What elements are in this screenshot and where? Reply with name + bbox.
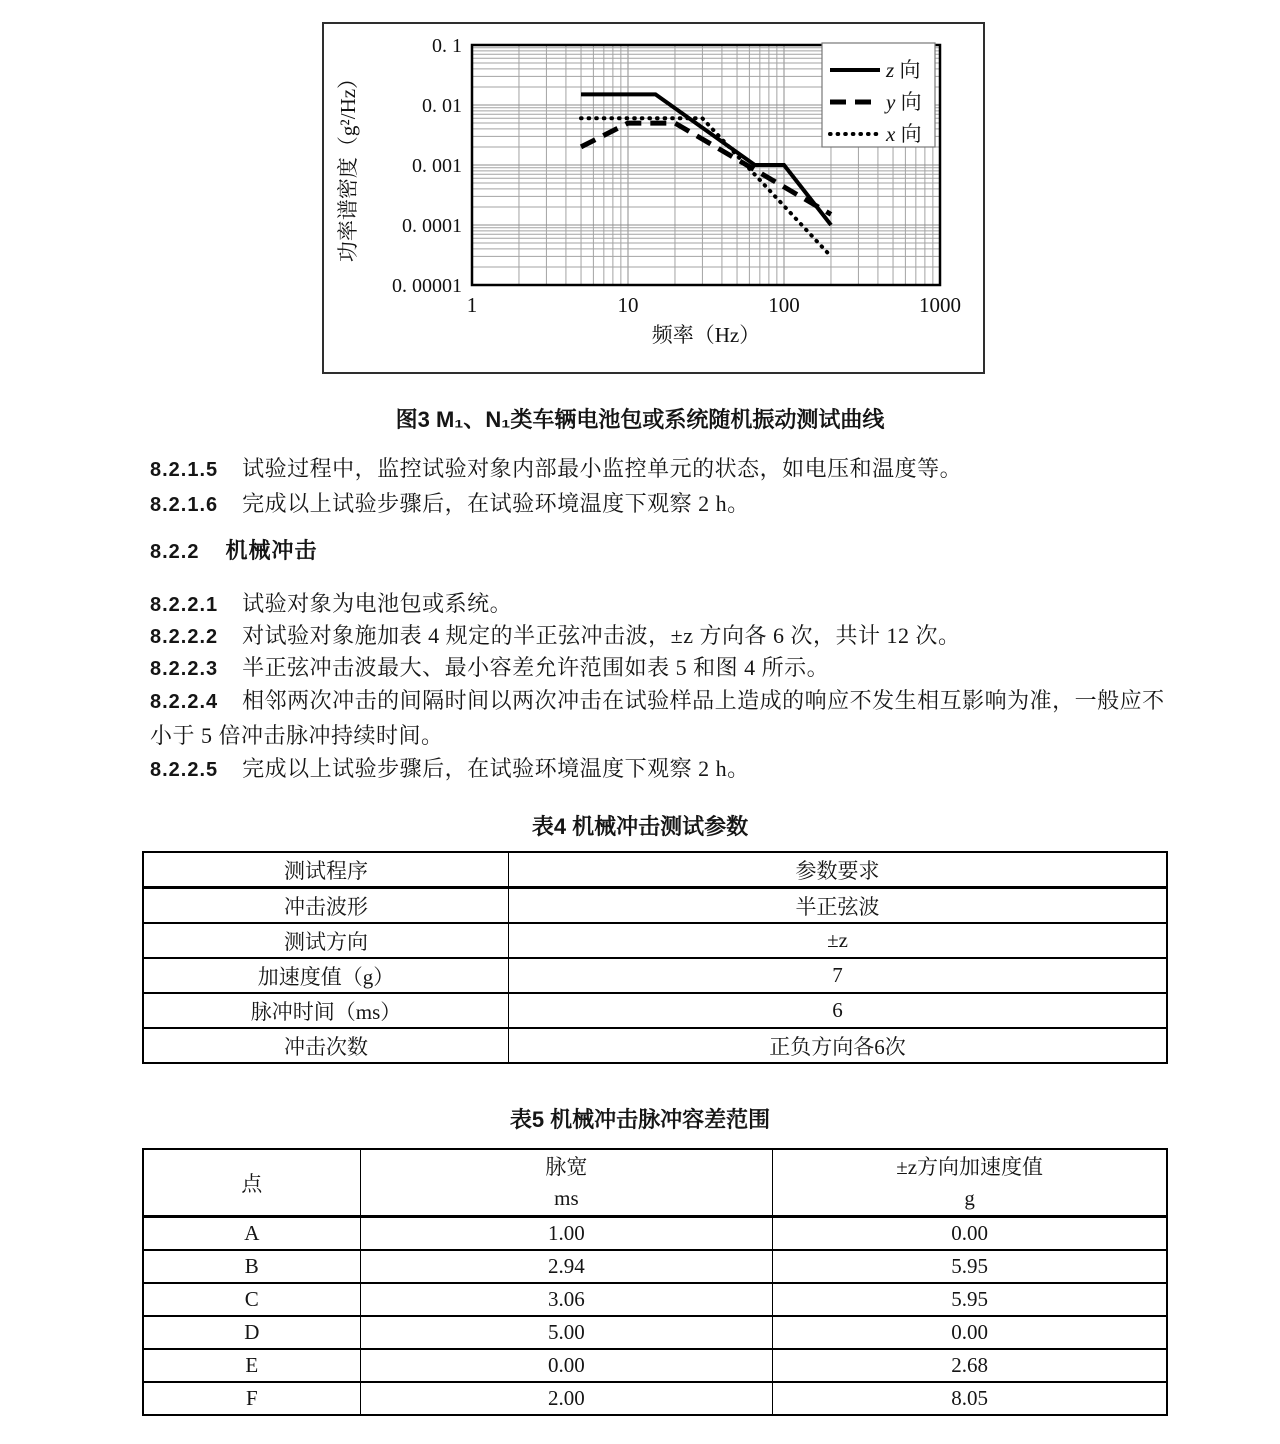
table-5-title: 表5 机械冲击脉冲容差范围 (509, 1107, 771, 1132)
table4-header-procedure: 测试程序 (143, 852, 509, 888)
table-row (143, 1349, 1167, 1382)
table-cell: 5.95 (773, 1283, 1167, 1316)
table-cell: 8.05 (773, 1382, 1167, 1415)
clause-text: 试验过程中，监控试验对象内部最小监控单元的状态，如电压和温度等。 (242, 456, 963, 481)
table-cell: C (143, 1283, 360, 1316)
clause-text: 试验对象为电池包或系统。 (242, 591, 513, 616)
table-cell: 0.00 (773, 1316, 1167, 1349)
table-cell: F (143, 1382, 360, 1415)
clause-text: 对试验对象施加表 4 规定的半正弦冲击波，±z 方向各 6 次，共计 12 次。 (242, 623, 961, 648)
figure-3-caption: 图3 M₁、N₁类车辆电池包或系统随机振动测试曲线 (395, 407, 885, 432)
svg-text:0. 0001: 0. 0001 (402, 215, 462, 237)
table-row (143, 852, 1167, 888)
clause-text: 半正弦冲击波最大、最小容差允许范围如表 5 和图 4 所示。 (242, 655, 830, 680)
clause-8-2-1-5 (150, 452, 1165, 487)
table-cell: 2.00 (360, 1382, 773, 1415)
table-cell: 加速度值（g） (143, 958, 509, 993)
table-row (143, 1316, 1167, 1349)
clause-text: 相邻两次冲击的间隔时间以两次冲击在试验样品上造成的响应不发生相互影响为准，一般应不小于 5 倍冲击脉冲持续时间。 (150, 688, 1165, 748)
clause-8-2-2-4 (150, 684, 1165, 752)
table-row (143, 993, 1167, 1028)
table5-header-point (143, 1149, 360, 1217)
clause-number: 8.2.2.3 (150, 658, 219, 680)
table-cell: D (143, 1316, 360, 1349)
table-cell: 2.68 (773, 1349, 1167, 1382)
svg-text:z 向: z 向 (886, 58, 921, 82)
table-cell: 半正弦波 (509, 888, 1167, 924)
table-row (143, 1217, 1167, 1251)
clause-number: 8.2.2.5 (150, 759, 219, 781)
svg-text:y 向: y 向 (886, 90, 922, 114)
table5-header-acceleration (773, 1149, 1167, 1217)
table-5 (142, 1148, 1168, 1416)
table-cell: B (143, 1250, 360, 1283)
svg-text:10: 10 (617, 293, 639, 317)
svg-text:0. 00001: 0. 00001 (392, 275, 462, 297)
table-cell: A (143, 1217, 360, 1251)
table-cell: 脉冲时间（ms） (143, 993, 509, 1028)
table-row (143, 1149, 1167, 1217)
heading-text: 机械冲击 (225, 538, 318, 563)
table4-header-requirement: 参数要求 (509, 852, 1167, 888)
svg-text:100: 100 (768, 293, 800, 317)
header-unit: ms (554, 1185, 579, 1210)
table-row (143, 888, 1167, 924)
table-cell: 5.95 (773, 1250, 1167, 1283)
clause-text: 完成以上试验步骤后，在试验环境温度下观察 2 h。 (242, 756, 750, 781)
svg-text:x 向: x 向 (886, 122, 922, 146)
table-cell: 3.06 (360, 1283, 773, 1316)
svg-text:1: 1 (466, 293, 478, 317)
figure-3 (322, 22, 985, 374)
clause-number: 8.2.1.5 (150, 459, 219, 481)
header-label: ±z方向加速度值 (896, 1154, 1044, 1179)
svg-text:1000: 1000 (919, 293, 961, 317)
table-row (143, 1382, 1167, 1415)
svg-text:频率（Hz）: 频率（Hz） (651, 323, 761, 347)
svg-text:0. 001: 0. 001 (412, 155, 462, 177)
clause-text: 完成以上试验步骤后，在试验环境温度下观察 2 h。 (242, 491, 750, 516)
table-cell: 2.94 (360, 1250, 773, 1283)
clause-8-2-2-3 (150, 651, 1165, 686)
clause-number: 8.2.1.6 (150, 494, 219, 516)
table-cell: 冲击波形 (143, 888, 509, 924)
table-cell: 1.00 (360, 1217, 773, 1251)
table-row (143, 958, 1167, 993)
clause-number: 8.2.2.2 (150, 626, 219, 648)
table-cell: 测试方向 (143, 923, 509, 958)
heading-number: 8.2.2 (150, 541, 200, 563)
svg-text:0. 1: 0. 1 (432, 35, 462, 57)
svg-text:0. 01: 0. 01 (422, 95, 462, 117)
clause-number: 8.2.2.1 (150, 594, 219, 616)
heading-8-2-2 (150, 534, 318, 565)
table-cell: 冲击次数 (143, 1028, 509, 1063)
clause-8-2-2-1 (150, 587, 1165, 622)
table-cell: 正负方向各6次 (509, 1028, 1167, 1063)
table-cell: E (143, 1349, 360, 1382)
table-cell: 0.00 (360, 1349, 773, 1382)
clause-8-2-2-5 (150, 752, 1165, 787)
header-unit: g (964, 1185, 975, 1210)
clause-8-2-2-2 (150, 619, 1165, 654)
table-4 (142, 851, 1168, 1064)
table5-header-pulse-width (360, 1149, 773, 1217)
clause-number: 8.2.2.4 (150, 691, 219, 713)
table-cell: 0.00 (773, 1217, 1167, 1251)
svg-text:功率谱密度（g²/Hz）: 功率谱密度（g²/Hz） (336, 67, 360, 263)
table-cell: 5.00 (360, 1316, 773, 1349)
random-vibration-psd-chart (322, 22, 985, 374)
table-row (143, 1283, 1167, 1316)
table-cell: ±z (509, 923, 1167, 958)
header-label: 点 (241, 1171, 263, 1196)
table-row (143, 1250, 1167, 1283)
table-cell: 7 (509, 958, 1167, 993)
table-row (143, 1028, 1167, 1063)
table-row (143, 923, 1167, 958)
clause-8-2-1-6 (150, 487, 1165, 522)
table-4-title: 表4 机械冲击测试参数 (531, 814, 749, 839)
table-cell: 6 (509, 993, 1167, 1028)
header-label: 脉宽 (545, 1154, 588, 1179)
